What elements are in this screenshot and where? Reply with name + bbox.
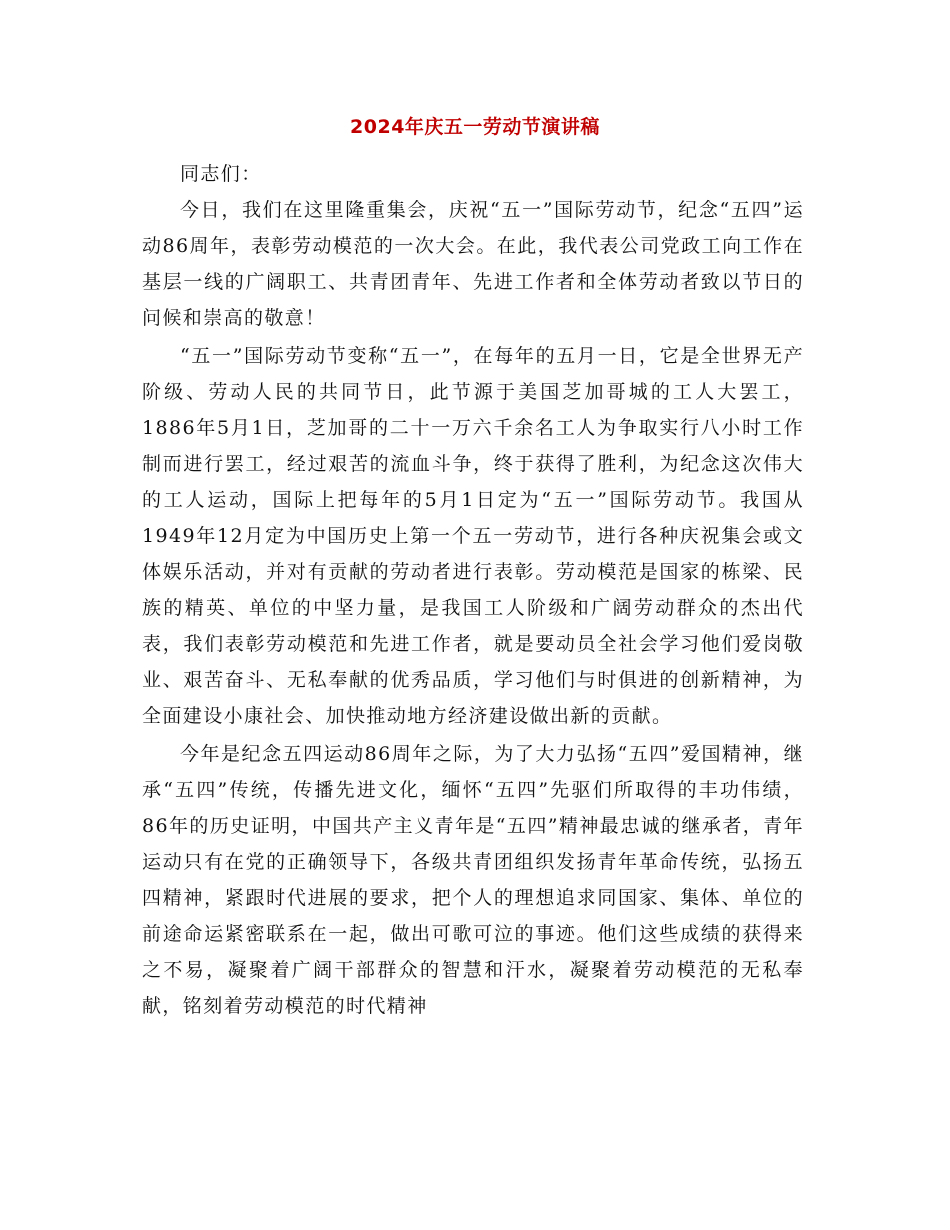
paragraph-opening: 今日，我们在这里隆重集会，庆祝“五一”国际劳动节，纪念“五四”运动86周年，表彰劳动模范的一次大会。在此，我代表公司党政工向工作在基层一线的广阔职工、共青团青年、先进工作者和全体劳动者致以节日的问候和崇高的敬意！ xyxy=(142,199,804,329)
paragraph-labor-day-history: “五一”国际劳动节变称“五一”，在每年的五月一日，它是全世界无产阶级、劳动人民的共同节日，此节源于美国芝加哥城的工人大罢工，1886年5月1日，芝加哥的二十一万六千余名工人为争取实行八小时工作制而进行罢工，经过艰苦的流血斗争，终于获得了胜利，为纪念这次伟大的工人运动，国际上把每年的5月1日定为“五一”国际劳动节。我国从1949年12月定为中国历史上第一个五一劳动节，进行各种庆祝集会或文体娱乐活动，并对有贡献的劳动者进行表彰。劳动模范是国家的栋梁、民族的精英、单位的中坚力量，是我国工人阶级和广阔劳动群众的杰出代表，我们表彰劳动模范和先进工作者，就是要动员全社会学习他们爱岗敬业、艰苦奋斗、无私奉献的优秀品质，学习他们与时俱进的创新精神，为全面建设小康社会、加快推动地方经济建设做出新的贡献。 xyxy=(142,345,804,727)
document-body xyxy=(142,156,804,1026)
salutation: 同志们： xyxy=(180,163,262,185)
document-title: 2024年庆五一劳动节演讲稿 xyxy=(350,116,600,138)
paragraph-may-fourth: 今年是纪念五四运动86周年之际，为了大力弘扬“五四”爱国精神，继承“五四”传统，传播先进文化，缅怀“五四”先驱们所取得的丰功伟绩，86年的历史证明，中国共产主义青年是“五四”精神最忠诚的继承者，青年运动只有在党的正确领导下，各级共青团组织发扬青年革命传统，弘扬五四精神，紧跟时代进展的要求，把个人的理想追求同国家、集体、单位的前途命运紧密联系在一起，做出可歌可泣的事迹。他们这些成绩的获得来之不易，凝聚着广阔干部群众的智慧和汗水，凝聚着劳动模范的无私奉献，铭刻着劳动模范的时代精神 xyxy=(142,743,804,1017)
